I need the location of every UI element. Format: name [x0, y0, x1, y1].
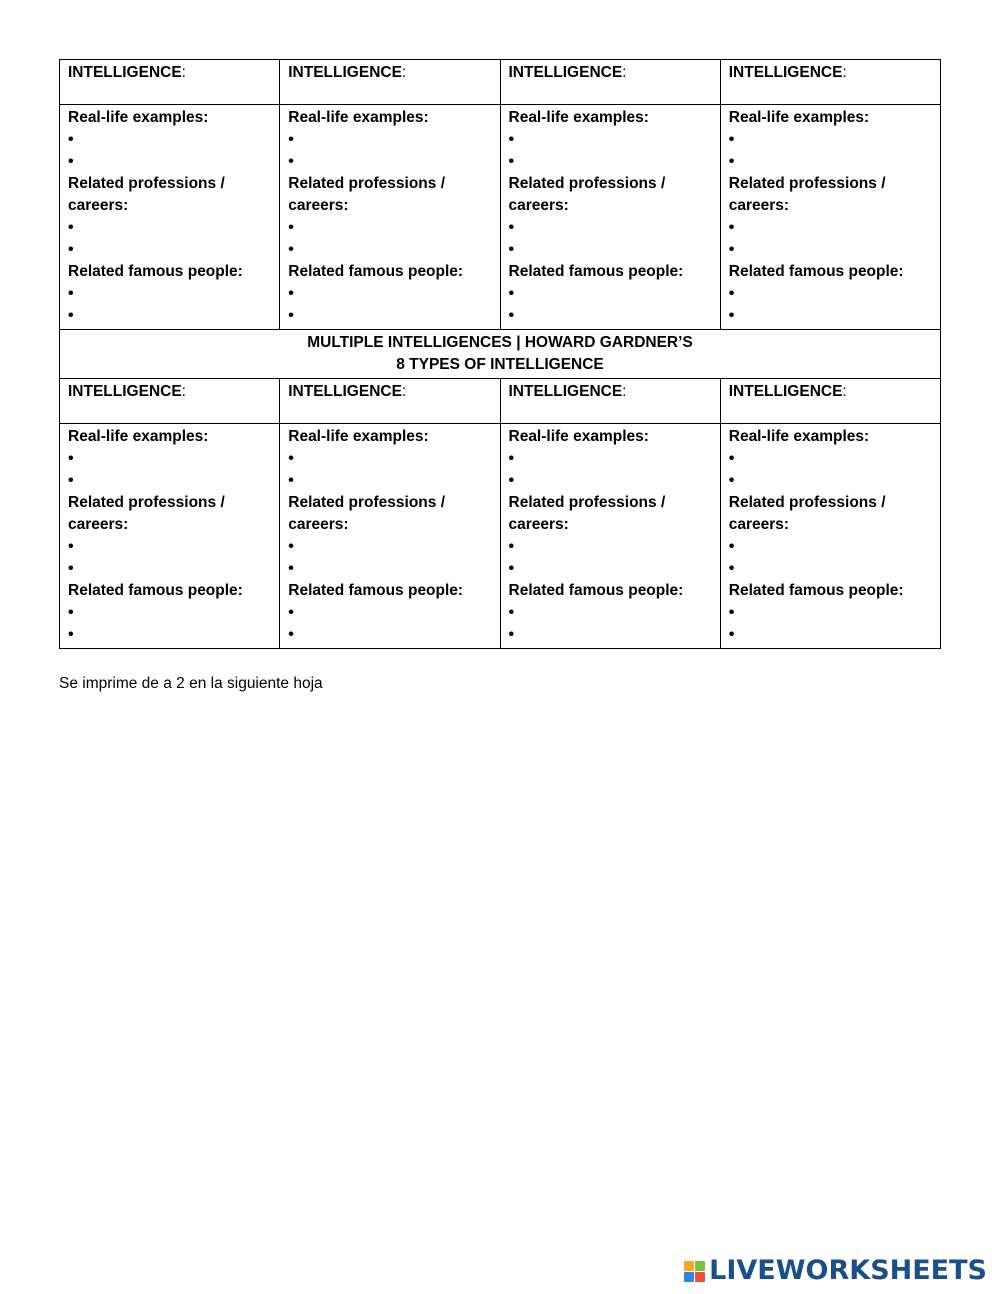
intelligence-label: INTELLIGENCE	[728, 383, 843, 400]
worksheet-title	[60, 330, 941, 379]
intelligence-label: INTELLIGENCE	[288, 383, 402, 400]
bullet-answer-slot[interactable]	[288, 624, 491, 646]
bullet-answer-slot[interactable]	[509, 536, 712, 558]
bullet-answer-slot[interactable]	[729, 151, 932, 173]
bullet-answer-slot[interactable]	[729, 129, 932, 151]
bullet-answer-slot[interactable]	[729, 283, 932, 305]
intelligence-header	[60, 60, 280, 105]
professions-label: Related professions /	[288, 494, 446, 511]
colon: :	[401, 383, 407, 400]
bullet-answer-slot[interactable]	[68, 217, 271, 239]
intelligence-details-cell	[500, 424, 720, 649]
bullet-answer-slot[interactable]	[68, 151, 271, 173]
intelligence-details-cell	[720, 105, 940, 330]
title-row	[60, 330, 941, 379]
bullet-answer-slot[interactable]	[729, 217, 932, 239]
worksheet-table	[59, 59, 941, 649]
logo-text: LIVEWORKSHEETS	[709, 1255, 987, 1286]
bullet-answer-slot[interactable]	[288, 558, 491, 580]
logo-square	[684, 1261, 694, 1271]
examples-label: Real-life examples:	[68, 109, 209, 126]
professions-label: Related professions /	[68, 175, 225, 192]
bullet-answer-slot[interactable]	[68, 536, 271, 558]
famous-people-label: Related famous people:	[508, 263, 684, 280]
intelligence-label: INTELLIGENCE	[508, 383, 623, 400]
intelligence-label: INTELLIGENCE	[728, 64, 843, 81]
professions-label-cont: careers:	[728, 516, 790, 533]
colon: :	[842, 64, 847, 81]
bullet-answer-slot[interactable]	[288, 283, 491, 305]
bullet-answer-slot[interactable]	[288, 217, 491, 239]
bullet-answer-slot[interactable]	[288, 239, 491, 261]
professions-label-cont: careers:	[288, 516, 349, 533]
professions-label: Related professions /	[508, 175, 666, 192]
professions-label-cont: careers:	[728, 197, 790, 214]
intelligence-label: INTELLIGENCE	[68, 64, 182, 81]
bullet-answer-slot[interactable]	[509, 624, 712, 646]
intelligence-header	[500, 60, 720, 105]
bullet-answer-slot[interactable]	[509, 470, 712, 492]
print-note: Se imprime de a 2 en la siguiente hoja	[59, 675, 323, 692]
professions-label-cont: careers:	[68, 197, 129, 214]
famous-people-label: Related famous people:	[728, 263, 904, 280]
bullet-answer-slot[interactable]	[509, 558, 712, 580]
intelligence-header	[720, 60, 940, 105]
intelligence-header	[500, 379, 720, 424]
professions-label-cont: careers:	[508, 197, 569, 214]
intelligence-details-cell	[60, 424, 280, 649]
logo-square	[684, 1272, 694, 1282]
header-row-top	[60, 60, 941, 105]
intelligence-header	[60, 379, 280, 424]
famous-people-label: Related famous people:	[508, 582, 684, 599]
bullet-answer-slot[interactable]	[68, 239, 271, 261]
intelligence-label: INTELLIGENCE	[68, 383, 182, 400]
bullet-answer-slot[interactable]	[509, 448, 712, 470]
bullet-answer-slot[interactable]	[68, 602, 271, 624]
bullet-answer-slot[interactable]	[509, 283, 712, 305]
bullet-answer-slot[interactable]	[68, 448, 271, 470]
logo-square	[695, 1261, 705, 1271]
bullet-answer-slot[interactable]	[68, 624, 271, 646]
bullet-answer-slot[interactable]	[288, 536, 491, 558]
professions-label: Related professions /	[68, 494, 225, 511]
bullet-answer-slot[interactable]	[288, 602, 491, 624]
famous-people-label: Related famous people:	[288, 582, 464, 599]
intelligence-details-cell	[720, 424, 940, 649]
colon: :	[622, 383, 627, 400]
bullet-answer-slot[interactable]	[288, 470, 491, 492]
examples-label: Real-life examples:	[728, 109, 870, 126]
professions-label: Related professions /	[288, 175, 446, 192]
bullet-answer-slot[interactable]	[68, 470, 271, 492]
bullet-answer-slot[interactable]	[288, 129, 491, 151]
colon: :	[622, 64, 627, 81]
examples-label: Real-life examples:	[68, 428, 209, 445]
examples-label: Real-life examples:	[728, 428, 870, 445]
examples-label: Real-life examples:	[508, 428, 649, 445]
bullet-answer-slot[interactable]	[729, 239, 932, 261]
liveworksheets-mark-icon	[684, 1261, 705, 1282]
bullet-answer-slot[interactable]	[288, 448, 491, 470]
bullet-answer-slot[interactable]	[729, 305, 932, 327]
bullet-answer-slot[interactable]	[68, 558, 271, 580]
colon: :	[181, 64, 186, 81]
professions-label: Related professions /	[728, 175, 886, 192]
colon: :	[181, 383, 186, 400]
intelligence-details-cell	[280, 105, 500, 330]
intelligence-header	[720, 379, 940, 424]
bullet-answer-slot[interactable]	[729, 448, 932, 470]
bullet-answer-slot[interactable]	[729, 536, 932, 558]
title-line-2: 8 TYPES OF INTELLIGENCE	[396, 356, 604, 373]
famous-people-label: Related famous people:	[728, 582, 904, 599]
bullet-answer-slot[interactable]	[68, 129, 271, 151]
professions-label: Related professions /	[508, 494, 666, 511]
bullet-answer-slot[interactable]	[729, 470, 932, 492]
intelligence-label: INTELLIGENCE	[508, 64, 623, 81]
body-row-top	[60, 105, 941, 330]
bullet-answer-slot[interactable]	[509, 129, 712, 151]
bullet-answer-slot[interactable]	[509, 305, 712, 327]
professions-label-cont: careers:	[508, 516, 569, 533]
intelligence-header	[280, 379, 500, 424]
bullet-answer-slot[interactable]	[729, 624, 932, 646]
body-row-bottom	[60, 424, 941, 649]
bullet-answer-slot[interactable]	[288, 151, 491, 173]
intelligence-details-cell	[500, 105, 720, 330]
bullet-answer-slot[interactable]	[288, 305, 491, 327]
colon: :	[842, 383, 847, 400]
intelligence-header	[280, 60, 500, 105]
bullet-answer-slot[interactable]	[509, 217, 712, 239]
bullet-answer-slot[interactable]	[68, 305, 271, 327]
professions-label-cont: careers:	[288, 197, 349, 214]
famous-people-label: Related famous people:	[68, 582, 243, 599]
header-row-bottom	[60, 379, 941, 424]
logo-square	[695, 1272, 705, 1282]
bullet-answer-slot[interactable]	[509, 239, 712, 261]
intelligence-details-cell	[60, 105, 280, 330]
professions-label: Related professions /	[728, 494, 886, 511]
intelligence-label: INTELLIGENCE	[288, 64, 402, 81]
bullet-answer-slot[interactable]	[509, 151, 712, 173]
bullet-answer-slot[interactable]	[729, 558, 932, 580]
professions-label-cont: careers:	[68, 516, 129, 533]
famous-people-label: Related famous people:	[68, 263, 243, 280]
title-line-1: MULTIPLE INTELLIGENCES | HOWARD GARDNER’S	[307, 334, 693, 351]
bullet-answer-slot[interactable]	[68, 283, 271, 305]
intelligence-details-cell	[280, 424, 500, 649]
bullet-answer-slot[interactable]	[729, 602, 932, 624]
bullet-answer-slot[interactable]	[509, 602, 712, 624]
examples-label: Real-life examples:	[288, 428, 429, 445]
colon: :	[401, 64, 407, 81]
liveworksheets-logo	[684, 1254, 987, 1288]
examples-label: Real-life examples:	[288, 109, 429, 126]
famous-people-label: Related famous people:	[288, 263, 464, 280]
examples-label: Real-life examples:	[508, 109, 649, 126]
